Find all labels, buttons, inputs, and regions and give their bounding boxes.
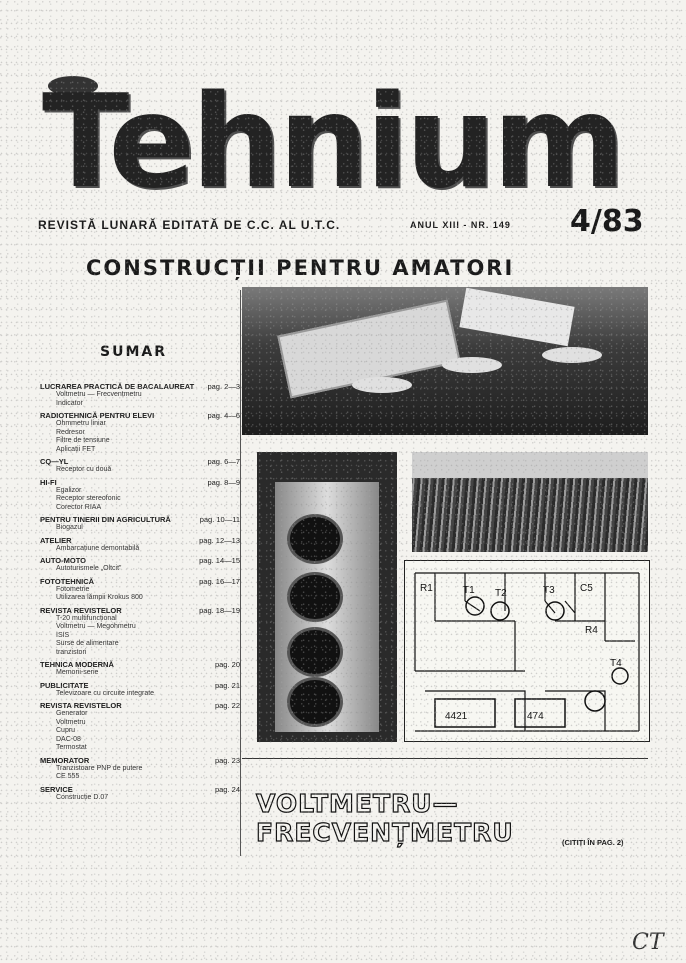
contents-item: Tranzistoare PNP de putere xyxy=(56,764,143,772)
cover-headline: CONSTRUCȚII PENTRU AMATORI xyxy=(86,256,515,280)
schematic-label: 4421 xyxy=(445,711,468,722)
contents-section-header xyxy=(40,756,240,765)
contents-section xyxy=(40,515,240,533)
contents-section-header xyxy=(40,457,240,466)
contents-section-title: REVISTA REVISTELOR xyxy=(40,605,122,615)
contents-item: Autoturismele „Oltcit” xyxy=(56,565,122,572)
contents-section xyxy=(40,785,240,803)
contents-item: Receptor stereofonic xyxy=(56,495,121,502)
contents-item: T-20 multifuncțional xyxy=(56,614,117,622)
contents-section-page: pag. 18—19 xyxy=(199,605,240,615)
schematic-label: C5 xyxy=(580,583,593,594)
contents-section-title: PUBLICITATE xyxy=(40,680,89,690)
contents-section xyxy=(40,478,240,513)
contents-section-page: pag. 24 xyxy=(214,784,240,794)
contents-section-header xyxy=(40,411,240,420)
contents-section-title: FOTOTEHNICĂ xyxy=(40,576,95,586)
contents-item: Voltmetru — Frecvențmetru xyxy=(56,391,142,398)
knob xyxy=(287,572,343,622)
photo-field-crops xyxy=(412,452,648,552)
contents-section-title: PENTRU TINERII DIN AGRICULTURĂ xyxy=(40,515,171,524)
photo-instrument-2 xyxy=(459,288,574,346)
contents-section xyxy=(40,701,240,753)
schematic-label: T2 xyxy=(495,588,507,599)
contents-section-page: pag. 16—17 xyxy=(199,576,240,586)
contents-item: Egalizor xyxy=(56,486,82,494)
knob xyxy=(287,514,343,564)
contents-item: Fotometrie xyxy=(56,585,90,593)
banner-title: VOLTMETRU—FRECVENȚMETRU xyxy=(256,789,514,847)
photo-equalizer-panel xyxy=(257,452,397,742)
contents-section-title: MEMORATOR xyxy=(40,755,90,765)
contents-item: Utilizarea lămpii Krokus 800 xyxy=(56,594,143,601)
contents-section-title: TEHNICA MODERNĂ xyxy=(40,660,114,669)
contents-section-title: ATELIER xyxy=(40,535,72,545)
contents-section-page: pag. 8—9 xyxy=(207,477,240,487)
contents-section xyxy=(40,660,240,678)
contents-item: Generator xyxy=(56,710,88,717)
schematic-label: T3 xyxy=(543,585,555,596)
contents-item: Biogazul xyxy=(56,524,83,531)
contents-section xyxy=(40,556,240,574)
contents-section-title: CQ—YL xyxy=(40,457,69,466)
schematic-label: T4 xyxy=(610,658,622,669)
photo-sky xyxy=(412,452,648,478)
contents-item: Ambarcațiune demontabilă xyxy=(56,544,140,552)
cover-photo-devices xyxy=(242,287,648,435)
issue-number: 4/83 xyxy=(570,204,644,239)
contents-item: ISIS xyxy=(56,631,70,639)
contents-section-page: pag. 21 xyxy=(214,680,240,690)
contents-item: Redresor xyxy=(56,428,85,436)
contents-section-header xyxy=(40,536,240,545)
contents-item: Surse de alimentare xyxy=(56,640,119,647)
contents-section-title: REVISTA REVISTELOR xyxy=(40,701,122,710)
contents-section-header xyxy=(40,681,240,690)
contents-section-page: pag. 6—7 xyxy=(207,457,240,466)
contents-section-title: AUTO-MOTO xyxy=(40,556,86,565)
contents-section xyxy=(40,756,240,782)
contents-item: tranzistori xyxy=(56,648,87,656)
contents-item: Televizoare cu circuite integrate xyxy=(56,689,155,697)
contents-section-page: pag. 2—3 xyxy=(207,382,240,391)
contents-item: Receptor cu două xyxy=(56,466,112,473)
schematic-label: R4 xyxy=(585,625,598,636)
photo-leaf xyxy=(442,357,502,373)
masthead-logo: Tehnium xyxy=(42,68,622,217)
see-page-note: (CITIȚI ÎN PAG. 2) xyxy=(562,838,624,847)
contents-item: Memorii-serie xyxy=(56,669,99,676)
schematic-label: 474 xyxy=(527,711,544,722)
photo-leaf xyxy=(542,347,602,363)
contents-sections xyxy=(40,382,240,805)
contents-section-header xyxy=(40,785,240,794)
knob xyxy=(287,627,343,677)
publication-subtitle: REVISTĂ LUNARĂ EDITATĂ DE C.C. AL U.T.C. xyxy=(38,218,341,232)
contents-section-header xyxy=(40,606,240,615)
table-of-contents xyxy=(40,290,241,856)
contents-item: Cupru xyxy=(56,727,76,734)
contents-section xyxy=(40,411,240,454)
handwritten-mark: CT xyxy=(632,930,664,955)
contents-section xyxy=(40,382,240,408)
schematic-label: T1 xyxy=(463,585,475,596)
contents-item: Construcție D.07 xyxy=(56,793,109,801)
contents-section xyxy=(40,577,240,603)
contents-section-header xyxy=(40,556,240,565)
contents-section-header xyxy=(40,382,240,391)
contents-section-page: pag. 22 xyxy=(214,701,240,710)
contents-section-page: pag. 4—6 xyxy=(207,411,240,420)
contents-item: Corector RIAA xyxy=(56,503,102,511)
contents-item: Ohmmetru liniar xyxy=(56,420,106,427)
contents-section xyxy=(40,536,240,554)
contents-item: Filtre de tensiune xyxy=(56,437,110,444)
contents-item: Aplicații FET xyxy=(56,445,96,453)
issue-info: ANUL XIII - NR. 149 xyxy=(410,220,511,230)
contents-section-title: RADIOTEHNICĂ PENTRU ELEVI xyxy=(40,411,155,420)
schematic-drawing xyxy=(405,561,649,741)
contents-item: Voltmetru xyxy=(56,718,86,726)
contents-section-page: pag. 20 xyxy=(214,660,240,669)
contents-section-header xyxy=(40,701,240,710)
contents-section-header xyxy=(40,515,240,524)
contents-title: SUMAR xyxy=(100,344,167,360)
contents-section-title: SERVICE xyxy=(40,784,73,794)
contents-section-header xyxy=(40,478,240,487)
contents-section-page: pag. 23 xyxy=(214,755,240,765)
contents-section-title: HI-FI xyxy=(40,477,57,487)
photo-leaf xyxy=(352,377,412,393)
contents-section-title: LUCRAREA PRACTICĂ DE BACALAUREAT xyxy=(40,382,195,391)
knob xyxy=(287,677,343,727)
contents-section-page: pag. 10—11 xyxy=(199,515,240,524)
contents-section xyxy=(40,457,240,475)
feature-banner xyxy=(242,758,648,847)
circuit-schematic xyxy=(404,560,650,742)
contents-section xyxy=(40,681,240,699)
contents-item: Termostat xyxy=(56,744,87,751)
contents-item: Voltmetru — Megohmetru xyxy=(56,623,136,630)
schematic-label: R1 xyxy=(420,583,433,594)
contents-section xyxy=(40,606,240,658)
contents-section-page: pag. 14—15 xyxy=(199,556,240,565)
contents-item: Indicator xyxy=(56,399,83,407)
contents-item: DAC-08 xyxy=(56,735,81,743)
contents-section-page: pag. 12—13 xyxy=(199,535,240,545)
contents-item: CE 555 xyxy=(56,773,80,780)
contents-section-header xyxy=(40,577,240,586)
contents-section-header xyxy=(40,660,240,669)
